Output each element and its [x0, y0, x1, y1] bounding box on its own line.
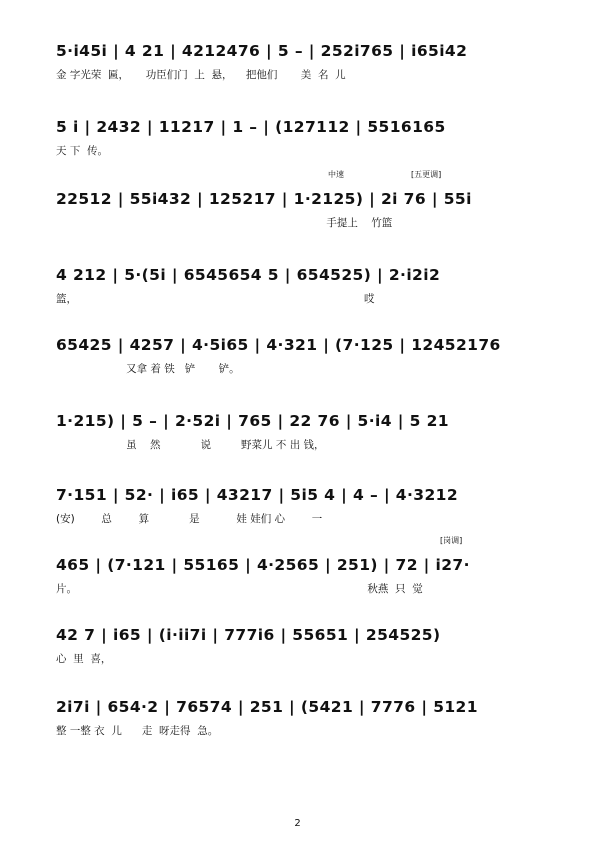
notation-line: 1·215) | 5 – | 2·52i | 765 | 22 76 | 5·i4 | 5 21 — [56, 412, 449, 430]
tempo-annotation: 中速 — [328, 170, 344, 179]
notation-line: 42 7 | i65 | (i·ii7i | 777i6 | 55651 | 254525) — [56, 626, 441, 644]
lyric-line: 整 一整 衣 儿 走 呀走得 急。 — [56, 725, 219, 737]
lyric-line: 天 下 传。 — [56, 145, 109, 157]
notation-line: 5·i45i | 4 21 | 4212476 | 5 – | 252i765 | i65i42 — [56, 42, 468, 60]
lyric-line: 心 里 喜， — [56, 653, 112, 665]
score-system — [56, 252, 546, 305]
lyric-line: 片。 秋燕 只 觉 — [56, 583, 423, 595]
notation-line: 65425 | 4257 | 4·5i65 | 4·321 | (7·125 | 12452176 — [56, 336, 501, 354]
lyric-line: 又拿 着 铁 铲 铲。 — [56, 363, 240, 375]
notation-line: 2i7i | 654·2 | 76574 | 251 | (5421 | 7776 | 5121 — [56, 698, 478, 716]
lyric-line: 手提上 竹篮 — [56, 217, 393, 229]
score-system — [56, 170, 546, 229]
tune-annotation: [五更调] — [411, 170, 442, 179]
lyric-line: 篮， 哎 — [56, 293, 375, 305]
score-system — [56, 612, 546, 665]
lyric-line: (安) 总 算 是 娃 娃们 心 一 — [56, 513, 323, 525]
lyric-line: 金 字光荣 匾， 功臣们门 上 悬， 把他们 美 名 儿 — [56, 69, 346, 81]
score-system — [56, 322, 546, 375]
notation-line: 4 212 | 5·(5i | 6545654 5 | 654525) | 2·i2i2 — [56, 266, 441, 284]
score-system — [56, 684, 546, 737]
score-system — [56, 28, 546, 81]
score-system — [56, 472, 546, 525]
score-system — [56, 398, 546, 451]
score-system — [56, 536, 546, 595]
notation-line: 22512 | 55i432 | 125217 | 1·2125) | 2i 76 | 55i — [56, 190, 472, 208]
lyric-line: 虽 然 说 野菜儿 不 出 钱， — [56, 439, 325, 451]
score-system — [56, 104, 546, 157]
page-number: 2 — [294, 818, 301, 829]
tune-annotation: [岗调] — [440, 536, 463, 545]
notation-line: 5 i | 2432 | 11217 | 1 – | (127112 | 5516165 — [56, 118, 446, 136]
notation-line: 465 | (7·121 | 55165 | 4·2565 | 251) | 72 | i27· — [56, 556, 470, 574]
notation-line: 7·151 | 52· | i65 | 43217 | 5i5 4 | 4 – | 4·3212 — [56, 486, 459, 504]
